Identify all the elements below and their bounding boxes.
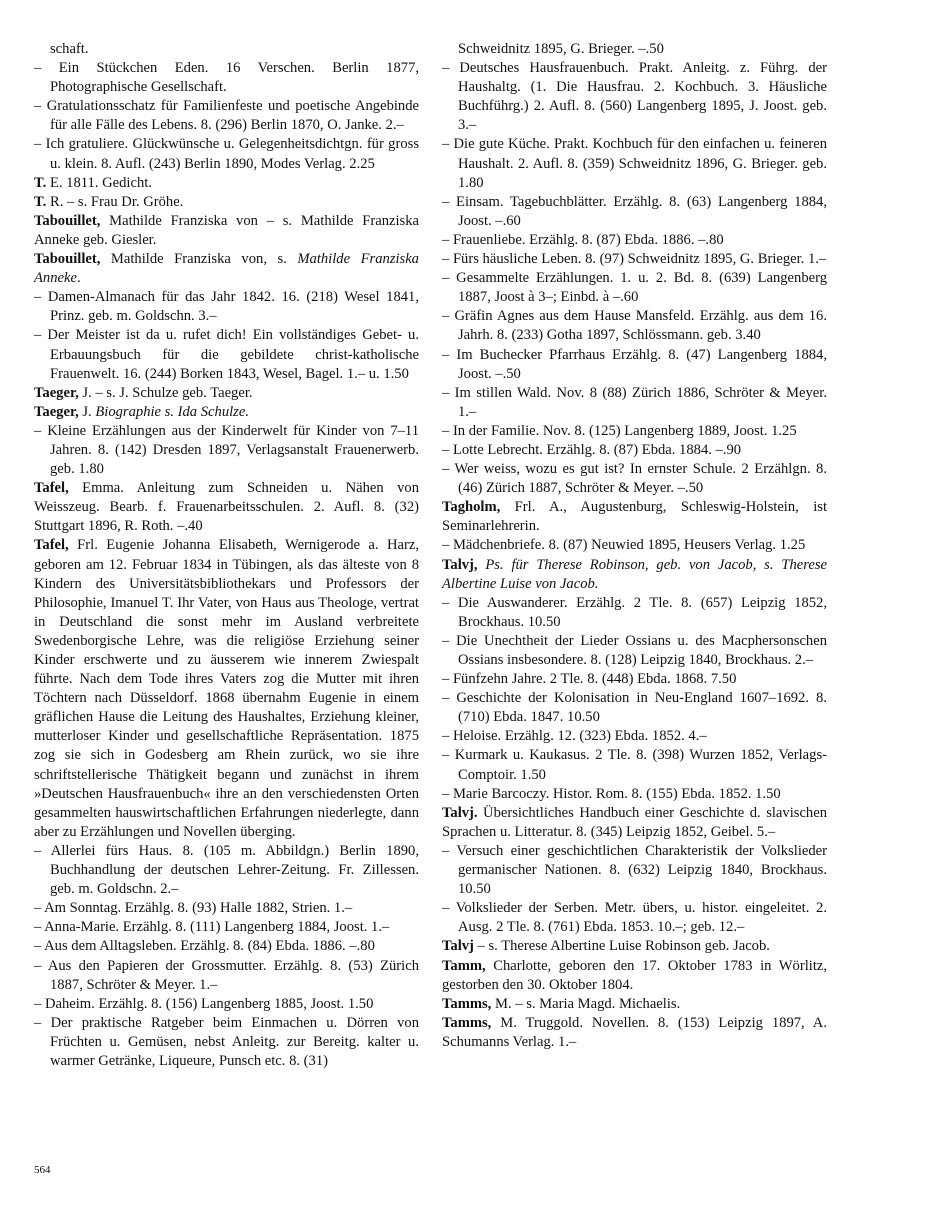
entry-text: – Aus den Papieren der Grossmutter. Erzählg. 8. (53) Zürich 1887, Schröter & Meyer. 1.– — [34, 957, 419, 993]
entry-text: – Die Unechtheit der Lieder Ossians u. des Macphersonschen Ossians insbesondere. 8. (128) Leipzig 1840, Brockhaus. 2.– — [442, 632, 827, 668]
author-name: Talvj — [442, 938, 474, 955]
catalog-subentry — [34, 899, 419, 918]
catalog-subentry — [34, 422, 419, 479]
catalog-subentry — [442, 536, 827, 555]
catalog-subentry — [34, 326, 419, 383]
entry-text: Charlotte, geboren den 17. Oktober 1783 in Wörlitz, gestorben den 30. Oktober 1804. — [442, 957, 827, 993]
entry-text: – Kleine Erzählungen aus der Kinderwelt für Kinder von 7–11 Jahren. 8. (142) Dresden 1897, Verlagsanstalt Frauenerwerb. geb. 1.80 — [34, 422, 419, 478]
catalog-subentry — [442, 460, 827, 498]
catalog-subentry — [34, 135, 419, 173]
entry-text: – Heloise. Erzählg. 12. (323) Ebda. 1852. 4.– — [442, 728, 707, 745]
catalog-entry — [442, 556, 827, 594]
entry-text: – Fünfzehn Jahre. 2 Tle. 8. (448) Ebda. 1868. 7.50 — [442, 671, 737, 688]
entry-italic-text: Biographie s. Ida Schulze. — [95, 403, 249, 420]
author-name: Talvj. — [442, 804, 478, 821]
left-column — [34, 40, 419, 1071]
catalog-subentry — [442, 231, 827, 250]
catalog-entry — [34, 403, 419, 422]
entry-text: – Kurmark u. Kaukasus. 2 Tle. 8. (398) Wurzen 1852, Verlags-Comptoir. 1.50 — [442, 747, 827, 783]
catalog-subentry — [442, 746, 827, 784]
catalog-entry — [34, 384, 419, 403]
author-name: Tabouillet, — [34, 251, 101, 268]
catalog-subentry — [442, 899, 827, 937]
entry-italic-text: Ps. für Therese Robinson, geb. von Jacob, s. Therese Albertine Luise von Jacob. — [442, 556, 827, 592]
entry-text: – Im stillen Wald. Nov. 8 (88) Zürich 1886, Schröter & Meyer. 1.– — [442, 384, 827, 420]
catalog-subentry — [34, 937, 419, 956]
author-name: Tafel, — [34, 537, 69, 554]
catalog-entry — [34, 193, 419, 212]
catalog-subentry — [442, 346, 827, 384]
entry-italic-text: Mathilde Franziska Anneke — [34, 251, 419, 287]
entry-text: – In der Familie. Nov. 8. (125) Langenberg 1889, Joost. 1.25 — [442, 422, 797, 439]
author-name: T. — [34, 193, 47, 210]
catalog-subentry — [34, 59, 419, 97]
entry-text: – Aus dem Alltagsleben. Erzählg. 8. (84) Ebda. 1886. –.80 — [34, 938, 375, 955]
catalog-subentry — [442, 59, 827, 135]
entry-text: – Ich gratuliere. Glückwünsche u. Gelegenheitsdichtgn. für gross u. klein. 8. Aufl. (243) Berlin 1890, Modes Verlag. 2.25 — [34, 136, 419, 172]
catalog-entry — [442, 995, 827, 1014]
author-name: Talvj, — [442, 556, 478, 573]
author-name: Tamms, — [442, 1014, 492, 1031]
catalog-entry — [34, 212, 419, 250]
catalog-subentry — [442, 269, 827, 307]
entry-text: – Gesammelte Erzählungen. 1. u. 2. Bd. 8. (639) Langenberg 1887, Joost à 3–; Einbd. à –.60 — [442, 270, 827, 306]
entry-text: – Die Auswanderer. Erzählg. 2 Tle. 8. (657) Leipzig 1852, Brockhaus. 10.50 — [442, 594, 827, 630]
author-name: Tamms, — [442, 995, 492, 1012]
entry-text: Frl. Eugenie Johanna Elisabeth, Wernigerode a. Harz, geboren am 12. Februar 1834 in Tübingen, als das älteste von 8 Kindern des Universitätsbibliothekars und Professors der Philosophie, Imanuel T. Ihr Vater, von Haus aus Theologe, vertrat in Deutschland die sonst mehr im Ausland verbreitete Swedenborgische Lehre, was die religiöse Erziehung seiner Kinder erschwerte und zu äusserem wie innerem Zwiespalt führte. Nach dem Tode ihres Vaters zog die Mutter mit ihren Töchtern nach Düsseldorf. 1868 übernahm Eugenie in einem gräflichen Hause die Leitung des Haushaltes, Erziehung kleiner, mutterloser Kinder und gesellschaftliche Repräsentation. 1875 zog sie sich in Godesberg am Rhein zurück, wo sie ihre schriftstellerische Thätigkeit begann und zunächst in ihrem »Deutschen Hausfrauenbuch« ihre an den verschiedensten Orten gesammelten hauswirtschaftlichen Erfahrungen niederlegte, dann aber zu Erzählungen und Novellen überging. — [34, 537, 419, 840]
catalog-subentry — [34, 97, 419, 135]
catalog-subentry — [442, 727, 827, 746]
entry-text: – Deutsches Hausfrauenbuch. Prakt. Anleitg. z. Führg. der Haushaltg. (1. Die Hausfrau. 2. Kochbuch. 3. Häusliche Buchführg.) 2. Aufl. 8. (560) Langenberg 1895, J. Joost. geb. 3.– — [442, 60, 827, 134]
catalog-subentry — [442, 384, 827, 422]
entry-text: – Im Buchecker Pfarrhaus Erzählg. 8. (47) Langenberg 1884, Joost. –.50 — [442, 346, 827, 382]
entry-text: – Damen-Almanach für das Jahr 1842. 16. (218) Wesel 1841, Prinz. geb. m. Goldschn. 3.– — [34, 289, 419, 325]
author-name: Tabouillet, — [34, 212, 101, 229]
catalog-entry — [34, 174, 419, 193]
catalog-subentry — [442, 441, 827, 460]
entry-text: – Versuch einer geschichtlichen Charakteristik der Volkslieder germanischer Nationen. 8. (632) Leipzig 1840, Brockhaus. 10.50 — [442, 842, 827, 898]
entry-text: – Ein Stückchen Eden. 16 Verschen. Berlin 1877, Photographische Gesellschaft. — [34, 60, 419, 96]
entry-text: Frl. A., Augustenburg, Schleswig-Holstein, ist Seminarlehrerin. — [442, 499, 827, 535]
catalog-subentry — [442, 40, 827, 59]
catalog-subentry — [442, 594, 827, 632]
catalog-subentry — [34, 40, 419, 59]
entry-text: Übersichtliches Handbuch einer Geschichte d. slavischen Sprachen u. Litteratur. 8. (345) Leipzig 1852, Geibel. 5.– — [442, 804, 827, 840]
entry-text: – Die gute Küche. Prakt. Kochbuch für den einfachen u. feineren Haushalt. 2. Aufl. 8. (359) Schweidnitz 1896, G. Brieger. geb. 1.80 — [442, 136, 827, 191]
entry-text: J. — [78, 403, 96, 420]
entry-text: M. – s. Maria Magd. Michaelis. — [491, 995, 681, 1012]
entry-text: – Volkslieder der Serben. Metr. übers, u. histor. eingeleitet. 2. Ausg. 2 Tle. 8. (761) Ebda. 1853. 10.–; geb. 12.– — [442, 900, 827, 936]
catalog-subentry — [442, 193, 827, 231]
entry-text: Mathilde Franziska von – s. Mathilde Franziska Anneke geb. Giesler. — [34, 212, 419, 248]
entry-text: – Gräfin Agnes aus dem Hause Mansfeld. Erzählg. aus dem 16. Jahrh. 8. (233) Gotha 1897, Schlössmann. geb. 3.40 — [442, 308, 827, 344]
author-name: Tafel, — [34, 480, 69, 497]
catalog-subentry — [442, 135, 827, 192]
entry-text: – Lotte Lebrecht. Erzählg. 8. (87) Ebda. 1884. –.90 — [442, 441, 742, 458]
catalog-subentry — [34, 842, 419, 899]
entry-text: J. – s. J. Schulze geb. Taeger. — [78, 384, 253, 401]
catalog-entry — [442, 804, 827, 842]
entry-tail-text: . — [76, 270, 81, 287]
page-number: 564 — [34, 1164, 51, 1176]
entry-text: Schweidnitz 1895, G. Brieger. –.50 — [458, 41, 664, 57]
catalog-subentry — [442, 842, 827, 899]
entry-text: – Daheim. Erzählg. 8. (156) Langenberg 1885, Joost. 1.50 — [34, 995, 374, 1012]
entry-text: E. 1811. Gedicht. — [46, 174, 152, 191]
catalog-entry — [442, 957, 827, 995]
entry-text: – Gratulationsschatz für Familienfeste und poetische Angebinde für alle Fälle des Lebens. 8. (296) Berlin 1870, O. Janke. 2.– — [34, 98, 419, 134]
author-name: T. — [34, 174, 47, 191]
catalog-subentry — [442, 422, 827, 441]
author-name: Taeger, — [34, 403, 79, 420]
catalog-entry — [34, 250, 419, 288]
entry-text: R. – s. Frau Dr. Gröhe. — [46, 193, 184, 210]
entry-text: – Wer weiss, wozu es gut ist? In ernster Schule. 2 Erzählgn. 8. (46) Zürich 1887, Schröter & Meyer. –.50 — [442, 461, 827, 497]
catalog-subentry — [34, 288, 419, 326]
entry-text: – Geschichte der Kolonisation in Neu-England 1607–1692. 8. (710) Ebda. 1847. 10.50 — [442, 690, 827, 726]
right-column — [442, 40, 827, 1052]
catalog-subentry — [442, 670, 827, 689]
entry-text: – s. Therese Albertine Luise Robinson geb. Jacob. — [473, 938, 770, 955]
author-name: Tagholm, — [442, 499, 501, 516]
catalog-entry — [442, 498, 827, 536]
entry-text: – Allerlei fürs Haus. 8. (105 m. Abbildgn.) Berlin 1890, Buchhandlung der deutschen Lehrer-Zeitung. Fr. Zillessen. geb. m. Goldschn. 2.– — [34, 842, 419, 898]
catalog-subentry — [34, 918, 419, 937]
entry-text: – Anna-Marie. Erzählg. 8. (111) Langenberg 1884, Joost. 1.– — [34, 919, 390, 936]
catalog-subentry — [34, 1014, 419, 1071]
entry-text: schaft. — [50, 41, 89, 57]
entry-text: – Einsam. Tagebuchblätter. Erzählg. 8. (63) Langenberg 1884, Joost. –.60 — [442, 193, 827, 229]
catalog-subentry — [442, 250, 827, 269]
catalog-entry — [442, 1014, 827, 1052]
catalog-subentry — [442, 689, 827, 727]
entry-text: – Fürs häusliche Leben. 8. (97) Schweidnitz 1895, G. Brieger. 1.– — [442, 251, 827, 268]
entry-text: – Marie Barcoczy. Histor. Rom. 8. (155) Ebda. 1852. 1.50 — [442, 785, 781, 802]
entry-text: Emma. Anleitung zum Schneiden u. Nähen von Weisszeug. Bearb. f. Frauenarbeitsschulen. 2. Aufl. 8. (32) Stuttgart 1896, R. Roth. –.40 — [34, 480, 419, 535]
catalog-entry — [34, 536, 419, 842]
catalog-entry — [442, 937, 827, 956]
author-name: Taeger, — [34, 384, 79, 401]
entry-text: – Der Meister ist da u. rufet dich! Ein vollständiges Gebet- u. Erbauungsbuch für die gebildete christ-katholische Frauenwelt. 16. (244) Borken 1843, Wesel, Bagel. 1.– u. 1.50 — [34, 327, 419, 382]
catalog-subentry — [34, 995, 419, 1014]
entry-text: – Frauenliebe. Erzählg. 8. (87) Ebda. 1886. –.80 — [442, 231, 724, 248]
catalog-entry — [34, 479, 419, 536]
catalog-subentry — [442, 632, 827, 670]
catalog-subentry — [442, 785, 827, 804]
author-name: Tamm, — [442, 957, 486, 974]
entry-text: – Der praktische Ratgeber beim Einmachen u. Dörren von Früchten u. Gemüsen, nebst Anleitg. zur Bereitg. kalter u. warmer Getränke, Liqueure, Punsch etc. 8. (31) — [34, 1014, 419, 1069]
entry-text: – Am Sonntag. Erzählg. 8. (93) Halle 1882, Strien. 1.– — [34, 900, 353, 917]
catalog-subentry — [34, 957, 419, 995]
entry-text: Mathilde Franziska von, s. — [100, 251, 298, 268]
entry-text: M. Truggold. Novellen. 8. (153) Leipzig 1897, A. Schumanns Verlag. 1.– — [442, 1014, 827, 1050]
catalog-subentry — [442, 307, 827, 345]
entry-text: – Mädchenbriefe. 8. (87) Neuwied 1895, Heusers Verlag. 1.25 — [442, 537, 806, 554]
